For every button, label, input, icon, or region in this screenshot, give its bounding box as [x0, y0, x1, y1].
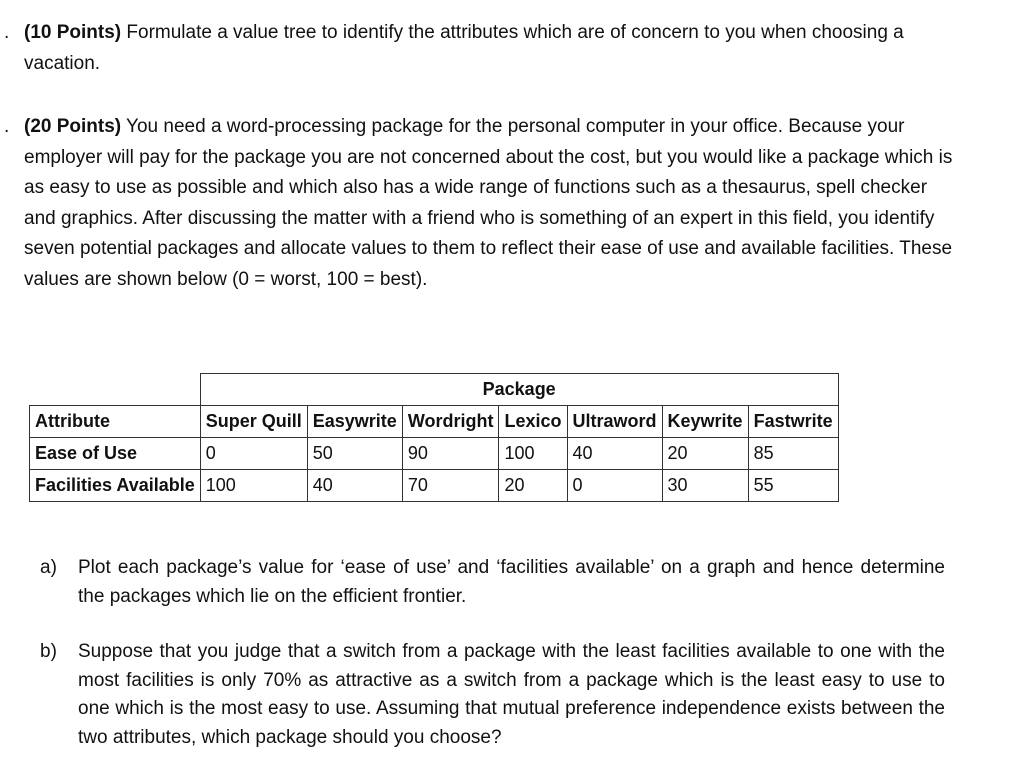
table-cell: 100 [499, 438, 567, 470]
question-1-points: (10 Points) [24, 22, 122, 43]
table-cell: 40 [307, 470, 402, 502]
part-a-letter: a) [40, 557, 57, 578]
table-blank-cell [30, 374, 201, 406]
table-cell: 90 [402, 438, 499, 470]
table-cell: 0 [200, 438, 307, 470]
part-a [40, 554, 945, 611]
question-1-text: Formulate a value tree to identify the attributes which are of concern to you when choosing a vacation. [24, 22, 904, 74]
table-cell: 40 [567, 438, 662, 470]
table-cell: 50 [307, 438, 402, 470]
package-header-super-quill: Super Quill [200, 406, 307, 438]
part-a-text: Plot each package’s value for ‘ease of use’ and ‘facilities available’ on a graph and hence determine the packages which lie on the efficient frontier. [78, 557, 945, 607]
package-values-table [29, 373, 839, 502]
question-1 [4, 18, 954, 79]
package-header-lexico: Lexico [499, 406, 567, 438]
table-header-row [30, 406, 839, 438]
package-header-fastwrite: Fastwrite [748, 406, 838, 438]
package-header-ultraword: Ultraword [567, 406, 662, 438]
table-cell: 0 [567, 470, 662, 502]
table-cell: 20 [499, 470, 567, 502]
package-header-keywrite: Keywrite [662, 406, 748, 438]
table-cell: 20 [662, 438, 748, 470]
table-cell: 85 [748, 438, 838, 470]
table-cell: 55 [748, 470, 838, 502]
table-row [30, 470, 839, 502]
table-group-header-row [30, 374, 839, 406]
package-group-header: Package [200, 374, 838, 406]
table-cell: 100 [200, 470, 307, 502]
table-cell: 30 [662, 470, 748, 502]
attribute-header: Attribute [30, 406, 201, 438]
table-row [30, 438, 839, 470]
table-cell: 70 [402, 470, 499, 502]
package-header-wordright: Wordright [402, 406, 499, 438]
question-2-text: You need a word-processing package for the personal computer in your office. Because your employer will pay for the package you are not concerned about the cost, but you would like a package which is as easy to use as possible and which also has a wide range of functions such as a thesaurus, spell checker and graphics. After discussing the matter with a friend who is something of an expert in this field, you identify seven potential packages and allocate values to them to reflect their ease of use and available facilities. These values are shown below (0 = worst, 100 = best). [24, 116, 953, 290]
part-b-letter: b) [40, 641, 57, 662]
row-attribute-ease-of-use: Ease of Use [30, 438, 201, 470]
package-header-easywrite: Easywrite [307, 406, 402, 438]
part-b [40, 638, 945, 752]
part-b-text: Suppose that you judge that a switch from a package with the least facilities available to one with the most facilities is only 70% as attractive as a switch from a package which is the least easy to use to one which is the most easy to use. Assuming that mutual preference independence exists between the two attributes, which package should you choose? [78, 641, 945, 748]
question-2-points: (20 Points) [24, 116, 122, 137]
question-1-bullet: . [4, 22, 10, 43]
row-attribute-facilities-available: Facilities Available [30, 470, 201, 502]
question-2 [4, 112, 954, 295]
question-2-bullet: . [4, 116, 10, 137]
